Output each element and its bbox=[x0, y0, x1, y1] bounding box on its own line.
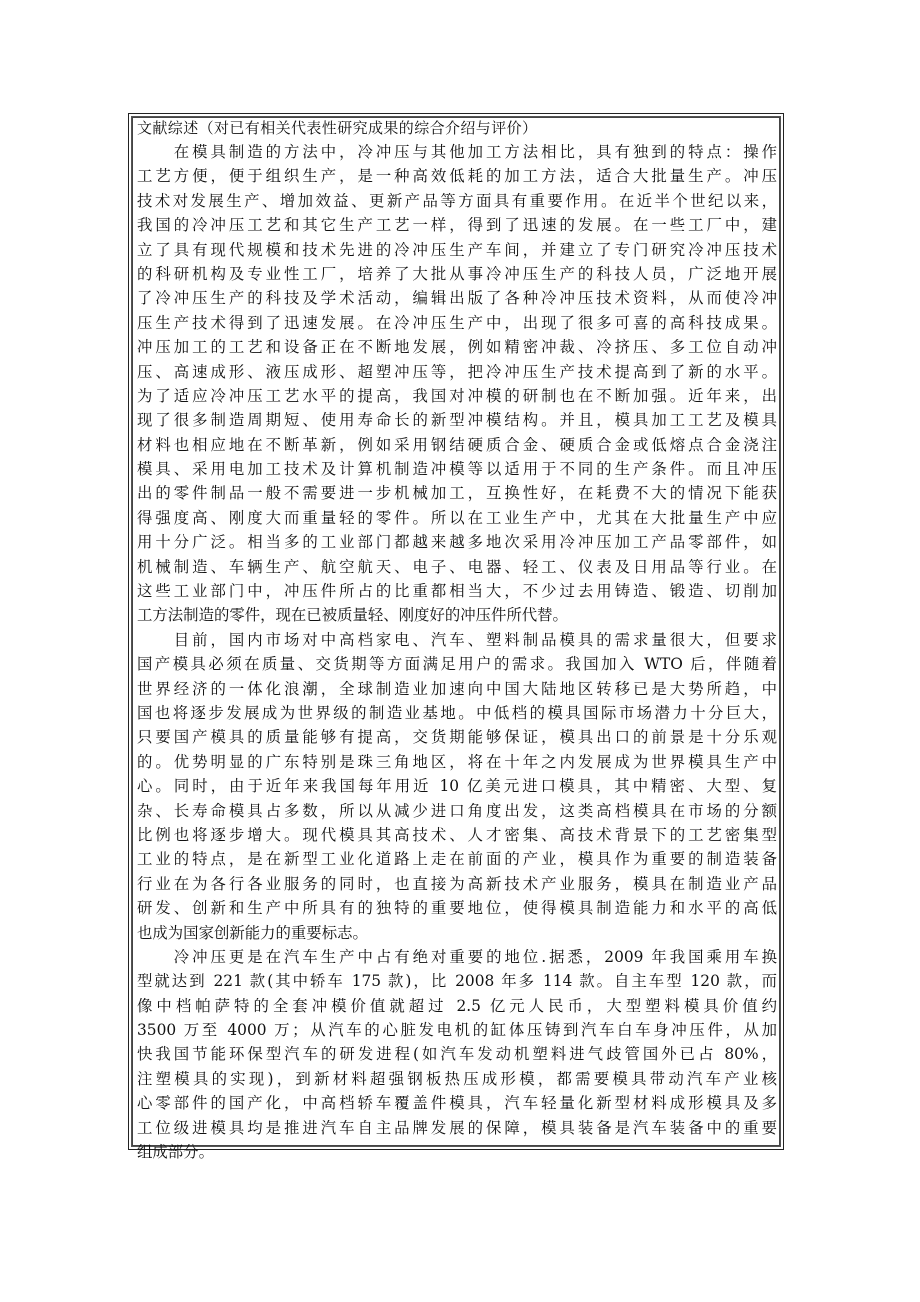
text-line: 出的零件制品一般不需要进一步机械加工，互换性好，在耗费不大的情况下能获 bbox=[137, 484, 777, 503]
text-line: 我国的冷冲压工艺和其它生产工艺一样，得到了迅速的发展。在一些工厂中，建 bbox=[137, 216, 777, 235]
text-line: 杂、长寿命模具占多数，所以从减少进口角度出发，这类高档模具在市场的分额 bbox=[137, 801, 777, 820]
text-line: 用十分广泛。相当多的工业部门都越来越多地次采用冷冲压加工产品零部件，如 bbox=[137, 533, 777, 552]
text-line: 像中档帕萨特的全套冲模价值就超过 2.5 亿元人民币，大型塑料模具价值约 bbox=[137, 996, 777, 1015]
text-line: 组成部分。 bbox=[137, 1143, 214, 1162]
text-line: 注塑模具的实现)，到新材料超强钢板热压成形模，都需要模具带动汽车产业核 bbox=[137, 1069, 777, 1088]
text-line: 工位级进模具均是推进汽车自主品牌发展的保障，模具装备是汽车装备中的重要 bbox=[137, 1118, 777, 1137]
text-line: 立了具有现代规模和技术先进的冷冲压生产车间，并建立了专门研究冷冲压技术 bbox=[137, 240, 777, 259]
text-line: 得强度高、刚度大而重量轻的零件。所以在工业生产中，尤其在大批量生产中应 bbox=[137, 508, 777, 527]
text-line: 国也将逐步发展成为世界级的制造业基地。中低档的模具国际市场潜力十分巨大， bbox=[137, 703, 777, 722]
text-line: 比例也将逐步增大。现代模具其高技术、人才密集、高技术背景下的工艺密集型 bbox=[137, 825, 777, 844]
text-line: 冷冲压更是在汽车生产中占有绝对重要的地位.据悉，2009 年我国乘用车换 bbox=[137, 947, 777, 966]
text-line: 型就达到 221 款(其中轿车 175 款)，比 2008 年多 114 款。自主车型 120 款，而 bbox=[137, 972, 777, 991]
text-line: 的。优势明显的广东特别是珠三角地区，将在十年之内发展成为世界模具生产中 bbox=[137, 752, 777, 771]
text-line: 在模具制造的方法中，冷冲压与其他加工方法相比，具有独到的特点：操作 bbox=[137, 143, 777, 161]
text-line: 为了适应冷冲压工艺水平的提高，我国对冲模的研制也在不断加强。近年来，出 bbox=[137, 386, 777, 405]
text-line: 快我国节能环保型汽车的研发进程(如汽车发动机塑料进气歧管国外已占 80%， bbox=[137, 1045, 777, 1064]
text-line: 工艺方便，便于组织生产，是一种高效低耗的加工方法，适合大批量生产。冲压 bbox=[137, 167, 777, 186]
text-line: 工方法制造的零件，现在已被质量轻、刚度好的冲压件所代替。 bbox=[137, 606, 568, 625]
text-line: 机械制造、车辆生产、航空航天、电子、电器、轻工、仪表及日用品等行业。在 bbox=[137, 557, 777, 576]
text-line: 材料也相应地在不断革新，例如采用钢结硬质合金、硬质合金或低熔点合金浇注 bbox=[137, 435, 777, 454]
text-line: 冲压加工的工艺和设备正在不断地发展，例如精密冲裁、冷挤压、多工位自动冲 bbox=[137, 338, 777, 357]
text-line: 心零部件的国产化，中高档轿车覆盖件模具，汽车轻量化新型材料成形模具及多 bbox=[137, 1094, 777, 1113]
text-line: 技术对发展生产、增加效益、更新产品等方面具有重要作用。在近半个世纪以来， bbox=[137, 191, 777, 210]
text-line: 的科研机构及专业性工厂，培养了大批从事冷冲压生产的科技人员，广泛地开展 bbox=[137, 264, 777, 283]
text-line: 3500 万至 4000 万；从汽车的心脏发电机的缸体压铸到汽车白车身冲压件，从加 bbox=[137, 1021, 777, 1040]
text-line: 国产模具必须在质量、交货期等方面满足用户的需求。我国加入 WTO 后，伴随着 bbox=[137, 655, 777, 674]
section-heading: 文献综述（对已有相关代表性研究成果的综合介绍与评价） bbox=[137, 119, 538, 137]
text-line: 这些工业部门中，冲压件所占的比重都相当大，不少过去用铸造、锻造、切削加 bbox=[137, 582, 777, 601]
text-line: 只要国产模具的质量能够有提高，交货期能够保证，模具出口的前景是十分乐观 bbox=[137, 728, 777, 747]
text-line: 也成为国家创新能力的重要标志。 bbox=[137, 923, 368, 942]
text-line: 行业在为各行各业服务的同时，也直接为高新技术产业服务，模具在制造业产品 bbox=[137, 874, 777, 893]
text-line: 目前，国内市场对中高档家电、汽车、塑料制品模具的需求量很大，但要求 bbox=[137, 630, 777, 649]
text-line: 压、高速成形、液压成形、超塑冲压等，把冷冲压生产技术提高到了新的水平。 bbox=[137, 362, 777, 381]
text-line: 模具、采用电加工技术及计算机制造冲模等以适用于不同的生产条件。而且冲压 bbox=[137, 460, 777, 479]
text-line: 世界经济的一体化浪潮，全球制造业加速向中国大陆地区转移已是大势所趋，中 bbox=[137, 679, 777, 698]
text-line: 研发、创新和生产中所具有的独特的重要地位，使得模具制造能力和水平的高低 bbox=[137, 899, 777, 918]
text-line: 工业的特点，是在新型工业化道路上走在前面的产业，模具作为重要的制造装备 bbox=[137, 850, 777, 869]
text-line: 心。同时，由于近年来我国每年用近 10 亿美元进口模具，其中精密、大型、复 bbox=[137, 777, 777, 796]
text-line: 了冷冲压生产的科技及学术活动，编辑出版了各种冷冲压技术资料，从而使冷冲 bbox=[137, 289, 777, 308]
body-text bbox=[137, 140, 777, 1164]
text-line: 压生产技术得到了迅速发展。在冷冲压生产中，出现了很多可喜的高科技成果。 bbox=[137, 313, 777, 332]
text-line: 现了很多制造周期短、使用寿命长的新型冲模结构。并且，模具加工工艺及模具 bbox=[137, 411, 777, 430]
document-content bbox=[137, 116, 777, 1164]
